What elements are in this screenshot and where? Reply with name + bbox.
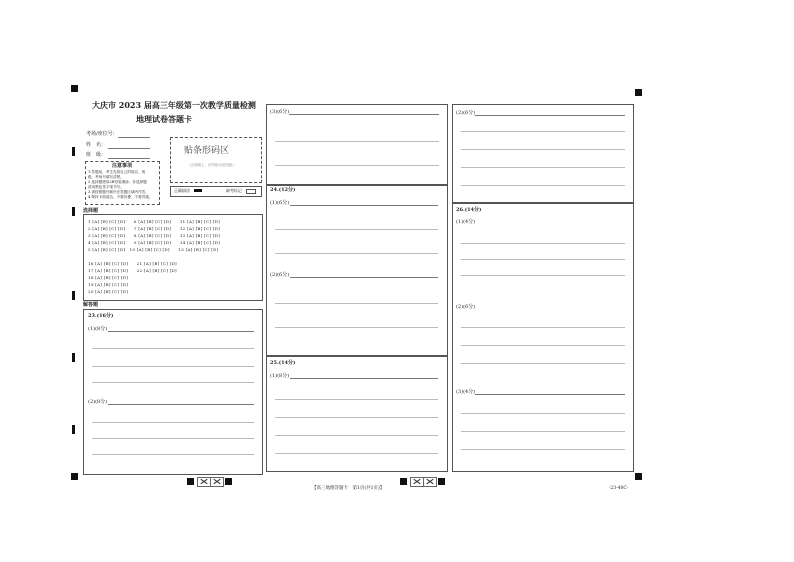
answer-line[interactable] bbox=[275, 327, 438, 328]
timing-mark bbox=[72, 207, 75, 216]
footer-page-info: 【高三地理答题卡 第1页(共1页)】 bbox=[312, 486, 385, 491]
answer-line[interactable] bbox=[275, 141, 439, 142]
answer-line[interactable] bbox=[461, 167, 625, 168]
answer-line[interactable] bbox=[289, 114, 439, 115]
answer-line[interactable] bbox=[108, 404, 254, 405]
q24-answer-area[interactable] bbox=[266, 184, 448, 356]
mc-row[interactable]: 4 [A] [B] [C] [D] 9 [A] [B] [C] [D] 14 [A] [B] [C] [D] bbox=[88, 240, 220, 245]
q25-answer-area[interactable] bbox=[266, 356, 448, 472]
q25-part2-area[interactable] bbox=[452, 104, 634, 204]
answer-line[interactable] bbox=[475, 394, 625, 395]
bottom-mark bbox=[225, 478, 232, 485]
answer-line[interactable] bbox=[275, 417, 438, 418]
mc-row[interactable]: 19 [A] [B] [C] [D] bbox=[88, 282, 129, 287]
answer-line[interactable] bbox=[475, 115, 625, 116]
q23-part3-label: (3)(6分) bbox=[270, 109, 290, 115]
answer-line[interactable] bbox=[92, 422, 254, 423]
notice-line: 3.请按照题号顺序在答题区域内作答， bbox=[88, 190, 149, 194]
answer-line[interactable] bbox=[92, 438, 254, 439]
q23-part3-area[interactable] bbox=[266, 104, 448, 186]
q24-part1-label: (1)(6分) bbox=[270, 200, 290, 206]
answer-line[interactable] bbox=[461, 185, 625, 186]
q26-title: 26.(14分) bbox=[456, 207, 482, 213]
answer-line[interactable] bbox=[461, 259, 625, 260]
answer-line[interactable] bbox=[461, 131, 625, 132]
mc-row[interactable]: 16 [A] [B] [C] [D] 21 [A] [B] [C] [D] bbox=[88, 261, 177, 266]
q25-title: 25.(14分) bbox=[270, 360, 296, 366]
class-label: 班 级： bbox=[86, 152, 107, 158]
answer-line[interactable] bbox=[275, 435, 438, 436]
mc-row[interactable]: 18 [A] [B] [C] [D] bbox=[88, 275, 129, 280]
mc-section-box bbox=[83, 214, 263, 301]
barcode-area bbox=[170, 137, 262, 183]
footer-code: ·23-40C· bbox=[609, 486, 629, 491]
mc-row[interactable]: 2 [A] [B] [C] [D] 7 [A] [B] [C] [D] 12 [A] [B] [C] [D] bbox=[88, 226, 220, 231]
name-field[interactable] bbox=[108, 148, 150, 149]
answer-line[interactable] bbox=[290, 277, 438, 278]
bottom-mark bbox=[438, 478, 445, 485]
answer-line[interactable] bbox=[275, 399, 438, 400]
answer-line[interactable] bbox=[275, 303, 438, 304]
timing-mark bbox=[72, 147, 75, 156]
fr-section-label: 解答题 bbox=[83, 302, 99, 308]
q26-part2-label: (2)(6分) bbox=[456, 304, 476, 310]
fill-sample-box bbox=[170, 186, 262, 197]
bottom-mark bbox=[187, 478, 194, 485]
fill-sample-label: 正确填涂 bbox=[174, 188, 190, 193]
q24-title: 24.(12分) bbox=[270, 187, 296, 193]
answer-line[interactable] bbox=[461, 243, 625, 244]
timing-mark bbox=[72, 353, 75, 362]
q24-part2-label: (2)(6分) bbox=[270, 272, 290, 278]
crossed-box-icon bbox=[410, 477, 424, 487]
notice-line: 请用黑色签字笔书写。 bbox=[88, 185, 124, 189]
q23-answer-area[interactable] bbox=[83, 309, 263, 475]
q26-answer-area[interactable] bbox=[452, 202, 634, 472]
corner-mark-bottom-left bbox=[71, 473, 78, 480]
notice-line: 1.答题前，考生先将自己的姓名、班 bbox=[88, 170, 146, 174]
answer-line[interactable] bbox=[275, 165, 439, 166]
answer-line[interactable] bbox=[92, 454, 254, 455]
mc-row[interactable]: 17 [A] [B] [C] [D] 22 [A] [B] [C] [D] bbox=[88, 268, 177, 273]
mc-row[interactable]: 5 [A] [B] [C] [D] 10 [A] [B] [C] [D] 15 [A] [B] [C] [D] bbox=[88, 247, 219, 252]
answer-line[interactable] bbox=[108, 331, 254, 332]
answer-line[interactable] bbox=[92, 348, 254, 349]
barcode-label: 贴条形码区 bbox=[184, 146, 230, 156]
exam-seat-field[interactable] bbox=[118, 137, 150, 138]
answer-line[interactable] bbox=[92, 382, 254, 383]
q26-part1-label: (1)(4分) bbox=[456, 219, 476, 225]
notice-line: 4.保持卡面清洁，不要折叠、不要弄破。 bbox=[88, 195, 153, 199]
mc-section-label: 选择题 bbox=[83, 208, 99, 214]
notice-line: 2.选择题使用2B铅笔填涂；非选择题 bbox=[88, 180, 147, 184]
answer-line[interactable] bbox=[275, 253, 438, 254]
notice-line: 级、考场号填写清楚。 bbox=[88, 175, 124, 179]
q23-part2-label: (2)(8分) bbox=[88, 399, 108, 405]
notice-box bbox=[85, 161, 160, 205]
crossed-box-icon bbox=[210, 477, 224, 487]
corner-mark-bottom-right bbox=[635, 473, 642, 480]
bottom-mark bbox=[400, 478, 407, 485]
answer-line[interactable] bbox=[461, 327, 625, 328]
name-label: 姓 名： bbox=[86, 142, 107, 148]
mc-row[interactable]: 1 [A] [B] [C] [D] 6 [A] [B] [C] [D] 11 [A] [B] [C] [D] bbox=[88, 219, 220, 224]
answer-line[interactable] bbox=[461, 431, 625, 432]
q25-part2-label: (2)(6分) bbox=[456, 110, 476, 116]
answer-line[interactable] bbox=[290, 378, 438, 379]
mc-row[interactable]: 3 [A] [B] [C] [D] 8 [A] [B] [C] [D] 13 [A] [B] [C] [D] bbox=[88, 233, 220, 238]
card-title: 大庆市 2023 届高三年级第一次教学质量检测 bbox=[92, 100, 256, 110]
absent-checkbox[interactable] bbox=[246, 189, 256, 194]
answer-line[interactable] bbox=[461, 413, 625, 414]
answer-line[interactable] bbox=[461, 345, 625, 346]
exam-seat-label: 考场/座位号： bbox=[86, 131, 118, 137]
answer-line[interactable] bbox=[461, 449, 625, 450]
card-subtitle: 地理试卷答题卡 bbox=[136, 114, 192, 124]
answer-line[interactable] bbox=[275, 229, 438, 230]
fill-sample-mark bbox=[194, 189, 202, 192]
answer-line[interactable] bbox=[461, 149, 625, 150]
notice-title: 注意事项 bbox=[112, 163, 133, 169]
q23-title: 23.(16分) bbox=[88, 313, 114, 319]
answer-line[interactable] bbox=[275, 453, 438, 454]
corner-mark-top-right bbox=[635, 89, 642, 96]
timing-mark bbox=[72, 425, 75, 434]
answer-line[interactable] bbox=[461, 363, 625, 364]
q25-part1-label: (1)(8分) bbox=[270, 373, 290, 379]
answer-line[interactable] bbox=[92, 366, 254, 367]
mc-row[interactable]: 20 [A] [B] [C] [D] bbox=[88, 289, 129, 294]
q26-part3-label: (3)(4分) bbox=[456, 389, 476, 395]
answer-line[interactable] bbox=[461, 275, 625, 276]
class-field[interactable] bbox=[108, 158, 150, 159]
timing-mark bbox=[72, 291, 75, 300]
crossed-box-icon bbox=[423, 477, 437, 487]
barcode-note: （正面朝上，切勿贴出虚线框） bbox=[187, 163, 236, 167]
crossed-box-icon bbox=[197, 477, 211, 487]
q23-part1-label: (1)(8分) bbox=[88, 326, 108, 332]
answer-line[interactable] bbox=[290, 205, 438, 206]
corner-mark-top-left bbox=[71, 85, 78, 92]
absent-label: 缺考标记 bbox=[226, 188, 242, 193]
